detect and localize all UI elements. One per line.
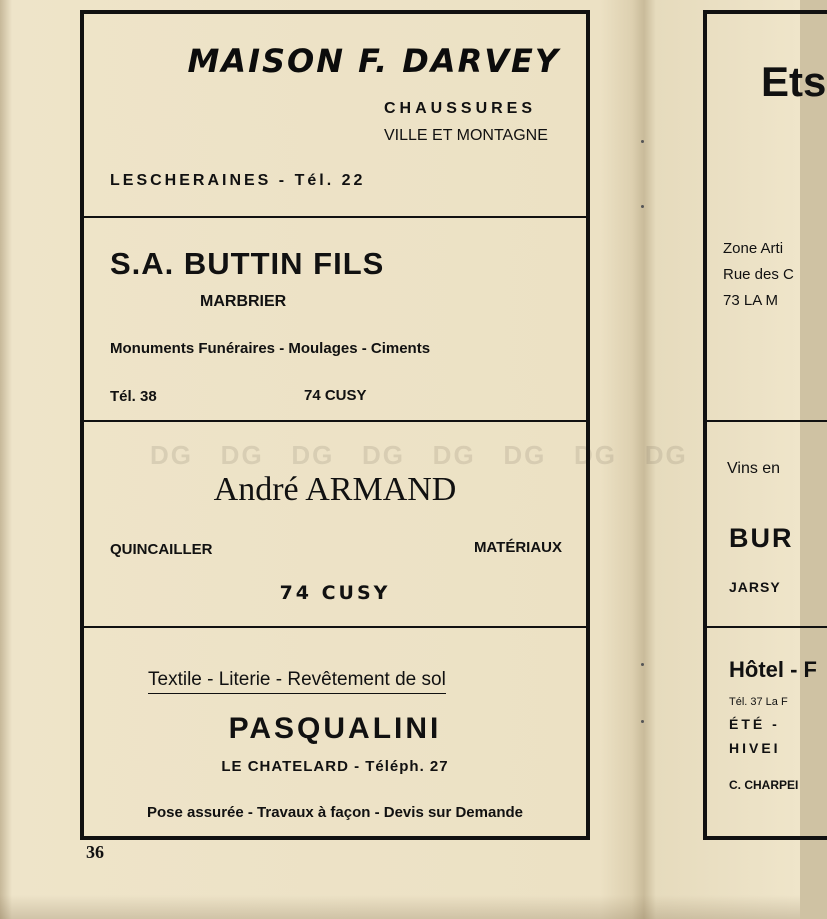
right-header: Ets bbox=[761, 58, 827, 105]
advertisement-frame bbox=[80, 10, 590, 840]
pasqualini-title: PASQUALINI bbox=[228, 712, 442, 745]
pasqualini-bottom-line: Pose assurée - Travaux à façon - Devis sur Demande bbox=[146, 804, 523, 821]
right-divider bbox=[707, 420, 827, 422]
right-zone-line1: Zone Arti bbox=[723, 240, 784, 257]
armand-city: 74 CUSY bbox=[279, 582, 391, 604]
gutter-mark bbox=[641, 140, 644, 143]
buttin-tel: Tél. 38 bbox=[110, 388, 157, 405]
gutter-mark bbox=[641, 720, 644, 723]
buttin-city: 74 CUSY bbox=[304, 387, 367, 404]
darvey-line1: CHAUSSURES bbox=[384, 100, 537, 117]
right-divider bbox=[707, 626, 827, 628]
darvey-line2: VILLE ET MONTAGNE bbox=[384, 127, 548, 144]
armand-right: MATÉRIAUX bbox=[473, 539, 562, 556]
pasqualini-top-line: Textile - Literie - Revêtement de sol bbox=[148, 669, 446, 694]
right-zone-line2: Rue des C bbox=[723, 266, 794, 283]
right-hotel: Hôtel - F bbox=[729, 657, 817, 682]
darvey-title: MAISON F. DARVEY bbox=[187, 42, 560, 80]
gutter-mark bbox=[641, 663, 644, 666]
right-page-frame bbox=[703, 10, 827, 840]
armand-left: QUINCAILLER bbox=[110, 541, 213, 558]
pasqualini-location: LE CHATELARD - Téléph. 27 bbox=[221, 758, 449, 775]
page-bottom-shadow bbox=[0, 895, 800, 919]
section-divider bbox=[84, 216, 586, 218]
buttin-products: Monuments Funéraires - Moulages - Ciments bbox=[110, 340, 431, 357]
right-tel: Tél. 37 La F bbox=[729, 696, 788, 708]
buttin-trade: MARBRIER bbox=[200, 293, 287, 310]
page-number: 36 bbox=[86, 842, 104, 862]
right-zone-line3: 73 LA M bbox=[723, 292, 779, 309]
section-divider bbox=[84, 626, 586, 628]
watermark-row: DG DG DG DG DG DG DG DG bbox=[150, 440, 688, 470]
page-edge-shadow bbox=[0, 0, 12, 919]
buttin-title: S.A. BUTTIN FILS bbox=[110, 246, 385, 281]
right-vins: Vins en bbox=[727, 460, 781, 477]
right-charpe: C. CHARPEI bbox=[729, 778, 799, 792]
darvey-location: LESCHERAINES - Tél. 22 bbox=[110, 172, 366, 189]
right-jarsy: JARSY bbox=[729, 579, 781, 595]
right-ete: ÉTÉ - bbox=[729, 716, 780, 732]
right-hiver: HIVEI bbox=[729, 740, 781, 756]
right-bur: BUR bbox=[729, 523, 794, 553]
armand-title: André ARMAND bbox=[213, 471, 457, 508]
gutter-mark bbox=[641, 205, 644, 208]
section-divider bbox=[84, 420, 586, 422]
